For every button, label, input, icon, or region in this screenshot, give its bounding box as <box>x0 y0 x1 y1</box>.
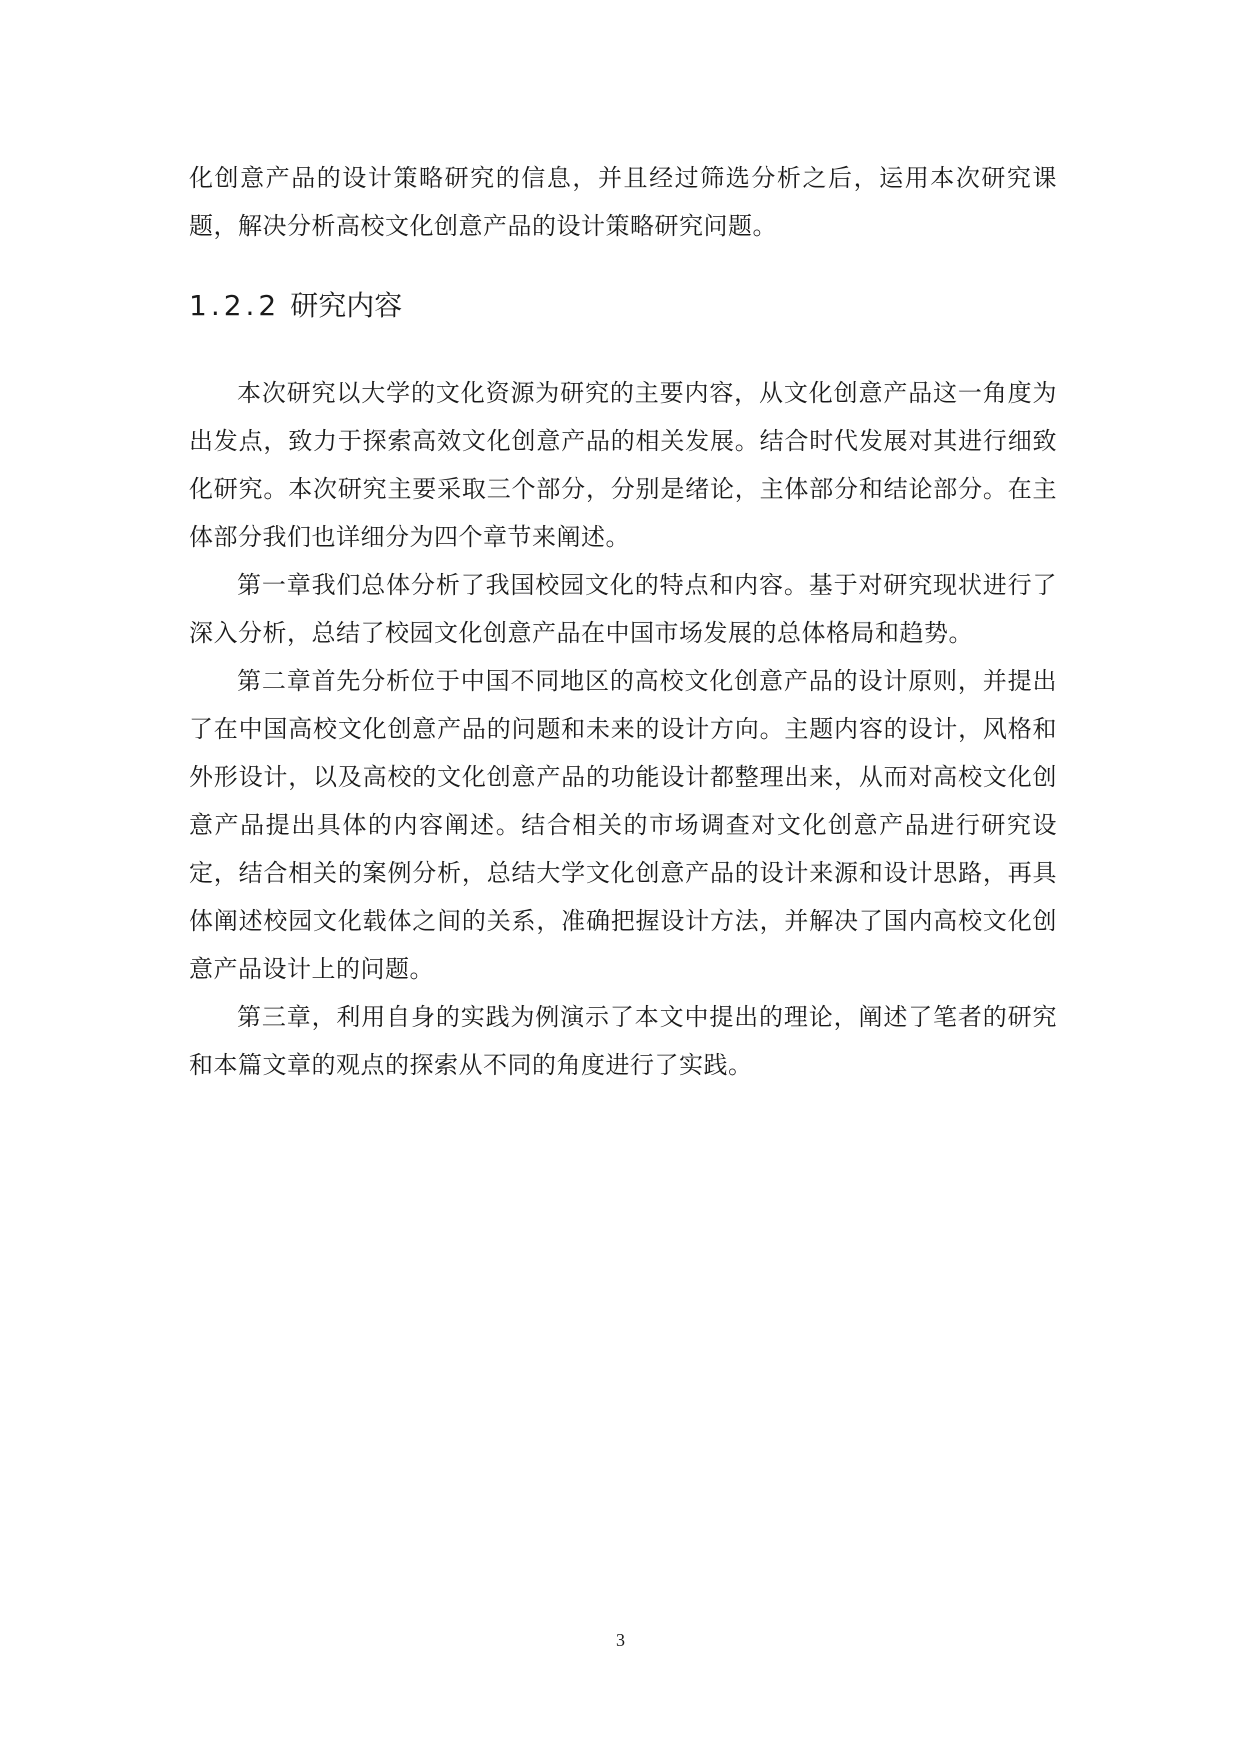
continuation-paragraph <box>189 154 1057 250</box>
page-number: 3 <box>616 1630 625 1650</box>
paragraph-chapter-one: 第一章我们总体分析了我国校园文化的特点和内容。基于对研究现状进行了深入分析，总结了校园文化创意产品在中国市场发展的总体格局和趋势。 <box>189 571 1057 647</box>
continuation-text: 化创意产品的设计策略研究的信息，并且经过筛选分析之后，运用本次研究课题，解决分析高校文化创意产品的设计策略研究问题。 <box>189 164 1057 240</box>
section-number: 1.2.2 <box>189 289 281 322</box>
section-heading <box>189 286 402 326</box>
paragraph-intro: 本次研究以大学的文化资源为研究的主要内容，从文化创意产品这一角度为出发点，致力于探索高效文化创意产品的相关发展。结合时代发展对其进行细致化研究。本次研究主要采取三个部分，分别是绪论，主体部分和结论部分。在主体部分我们也详细分为四个章节来阐述。 <box>189 379 1057 551</box>
section-title: 研究内容 <box>290 289 403 322</box>
section-body <box>189 369 1057 1089</box>
paragraph-chapter-two: 第二章首先分析位于中国不同地区的高校文化创意产品的设计原则，并提出了在中国高校文化创意产品的问题和未来的设计方向。主题内容的设计，风格和外形设计，以及高校的文化创意产品的功能设计都整理出来，从而对高校文化创意产品提出具体的内容阐述。结合相关的市场调查对文化创意产品进行研究设定，结合相关的案例分析，总结大学文化创意产品的设计来源和设计思路，再具体阐述校园文化载体之间的关系，准确把握设计方法，并解决了国内高校文化创意产品设计上的问题。 <box>189 667 1057 983</box>
paragraph-chapter-three: 第三章，利用自身的实践为例演示了本文中提出的理论，阐述了笔者的研究和本篇文章的观点的探索从不同的角度进行了实践。 <box>189 1003 1057 1079</box>
